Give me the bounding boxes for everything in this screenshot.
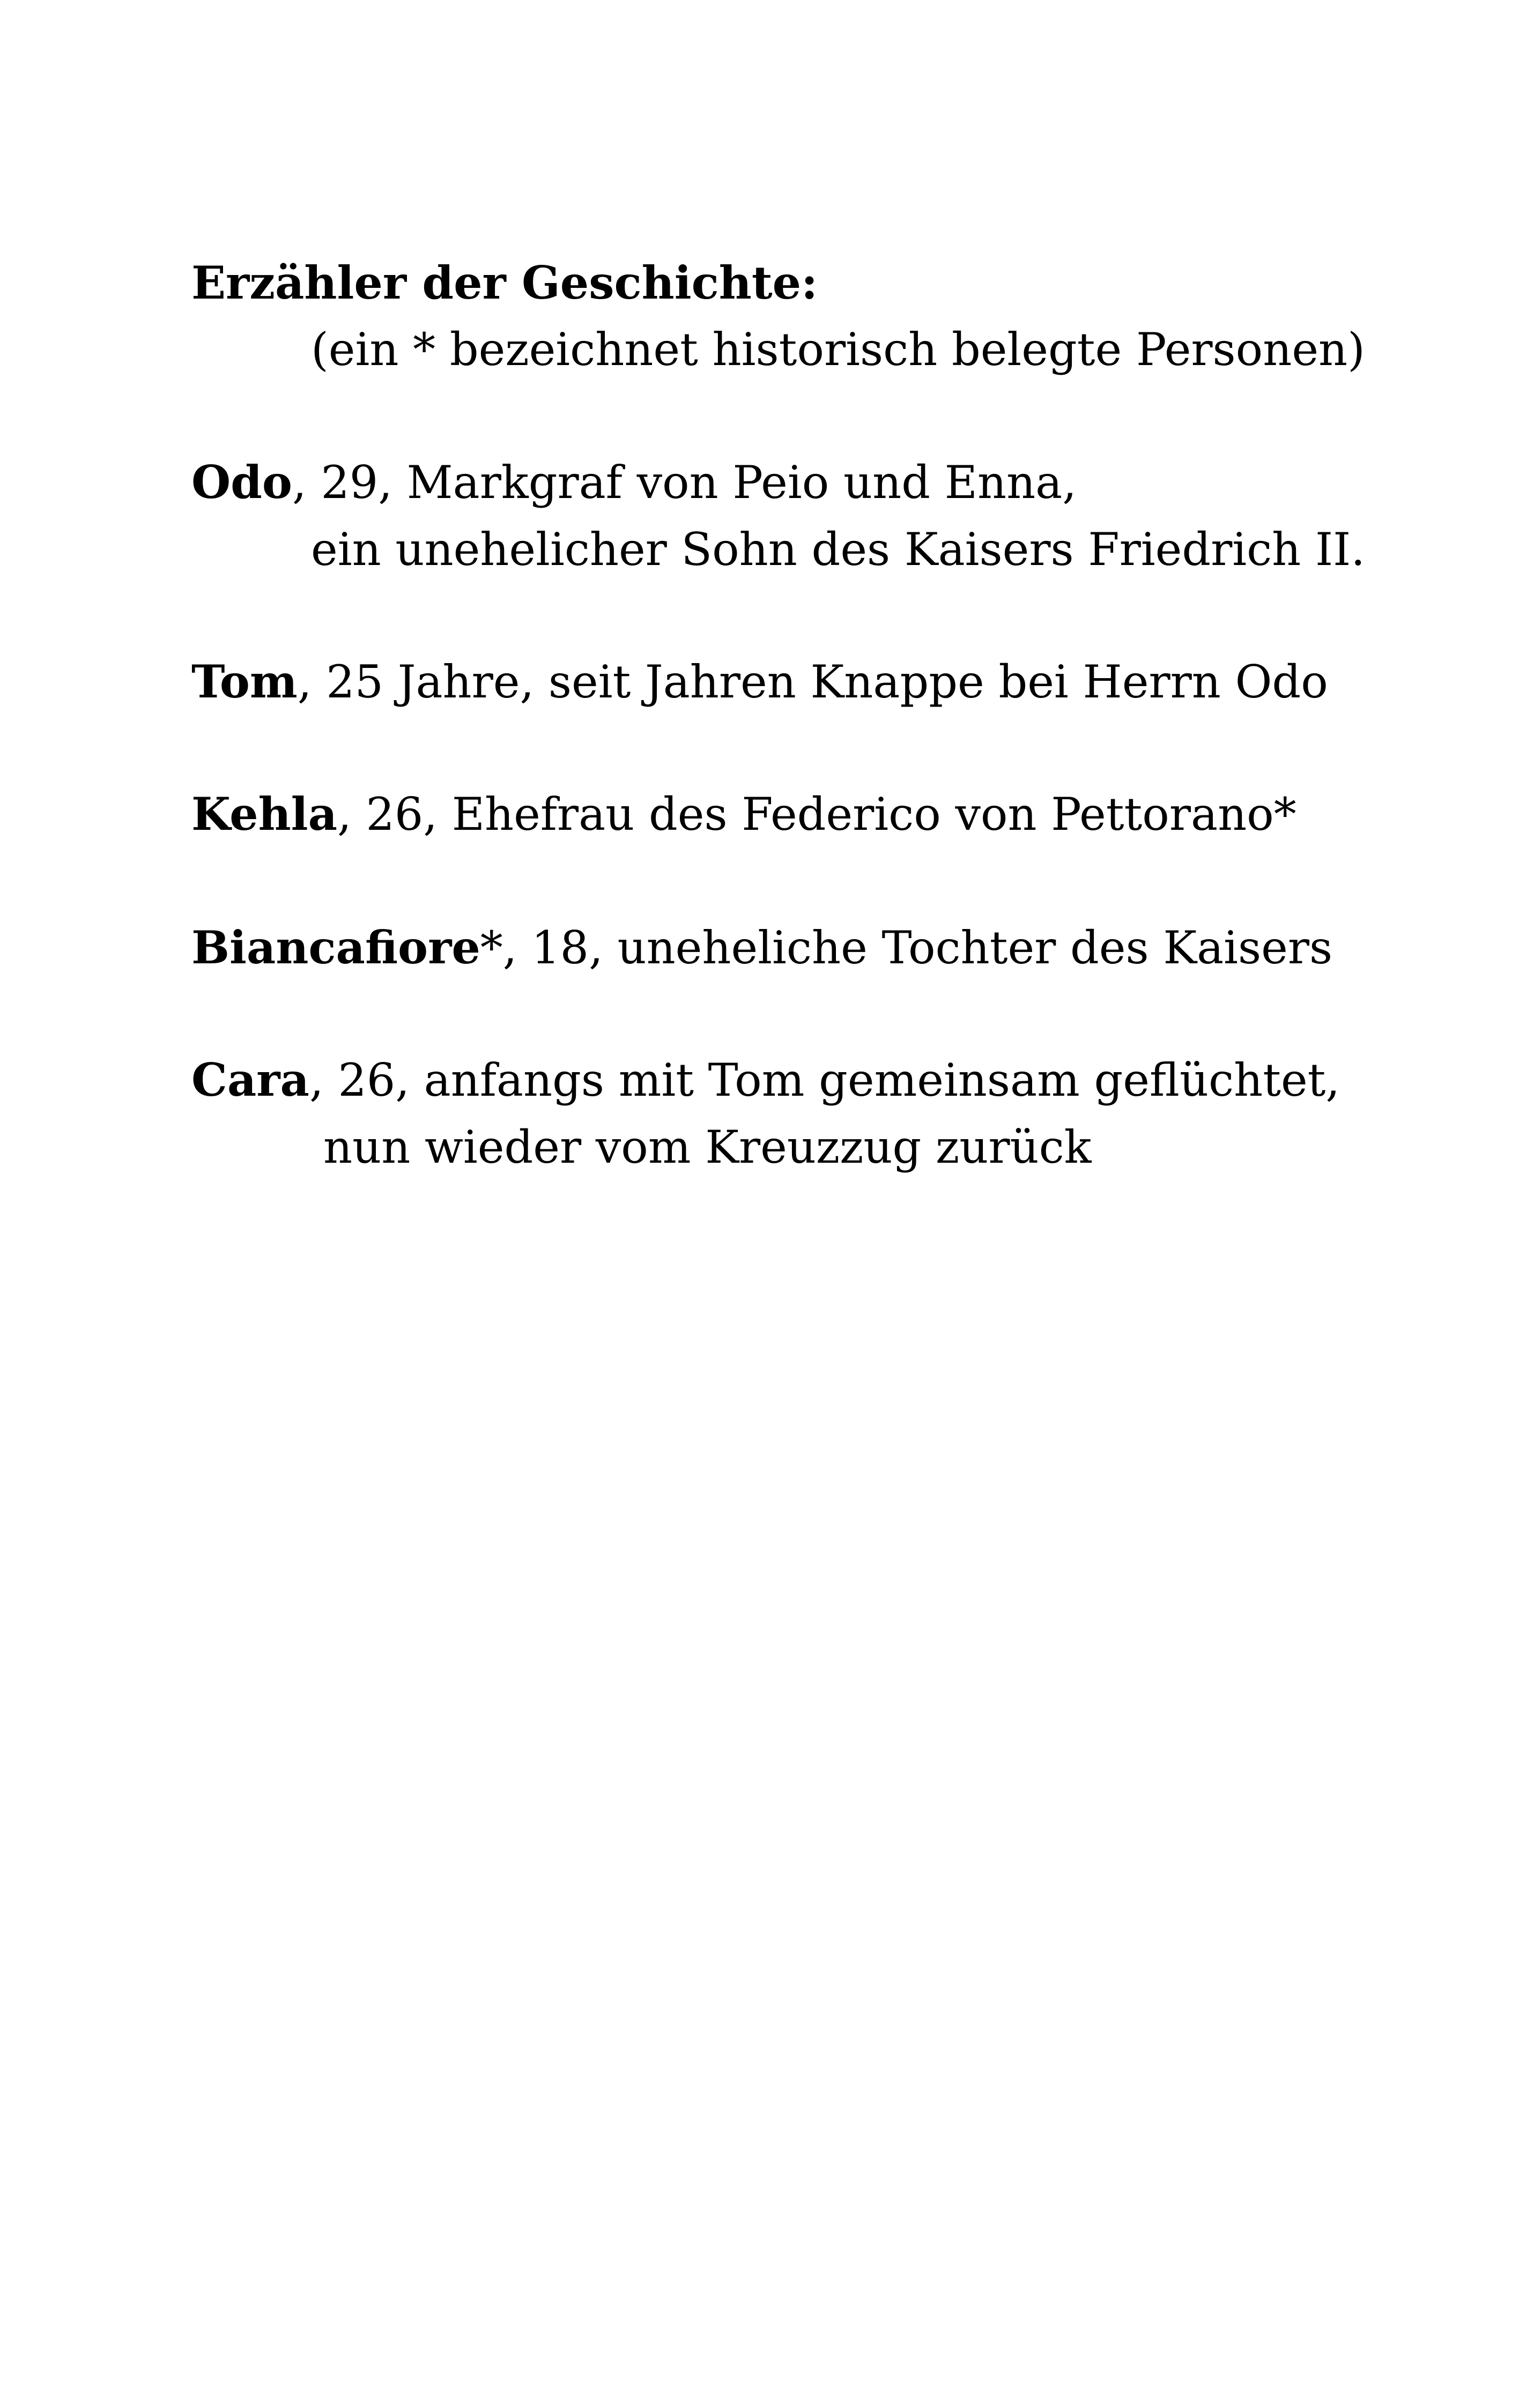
character-entry-tom (191, 655, 1328, 709)
character-name: Biancafiore (191, 921, 480, 974)
character-description: , 25 Jahre, seit Jahren Knappe bei Herrn Odo (297, 656, 1328, 708)
character-description: , 26, anfangs mit Tom gemeinsam geflüchtet, (309, 1054, 1340, 1106)
character-entry-kehla (191, 787, 1296, 841)
character-description: , 26, Ehefrau des Federico von Pettorano* (337, 788, 1296, 841)
character-description: *, 18, uneheliche Tochter des Kaisers (480, 921, 1333, 974)
character-name: Odo (191, 456, 292, 509)
character-entry-biancafiore (191, 921, 1332, 975)
page-title: Erzähler der Geschichte: (191, 256, 818, 309)
heading-note: (ein * bezeichnet historisch belegte Personen) (311, 323, 1365, 376)
character-name: Kehla (191, 787, 338, 841)
character-description-continued: ein unehelicher Sohn des Kaisers Friedrich II. (311, 523, 1366, 576)
character-description-continued: nun wieder vom Kreuzzug zurück (323, 1121, 1092, 1173)
character-description: , 29, Markgraf von Peio und Enna, (292, 456, 1077, 509)
character-name: Cara (191, 1053, 309, 1106)
character-name: Tom (191, 655, 298, 708)
character-entry-odo (191, 456, 1077, 509)
character-entry-cara (191, 1053, 1340, 1107)
